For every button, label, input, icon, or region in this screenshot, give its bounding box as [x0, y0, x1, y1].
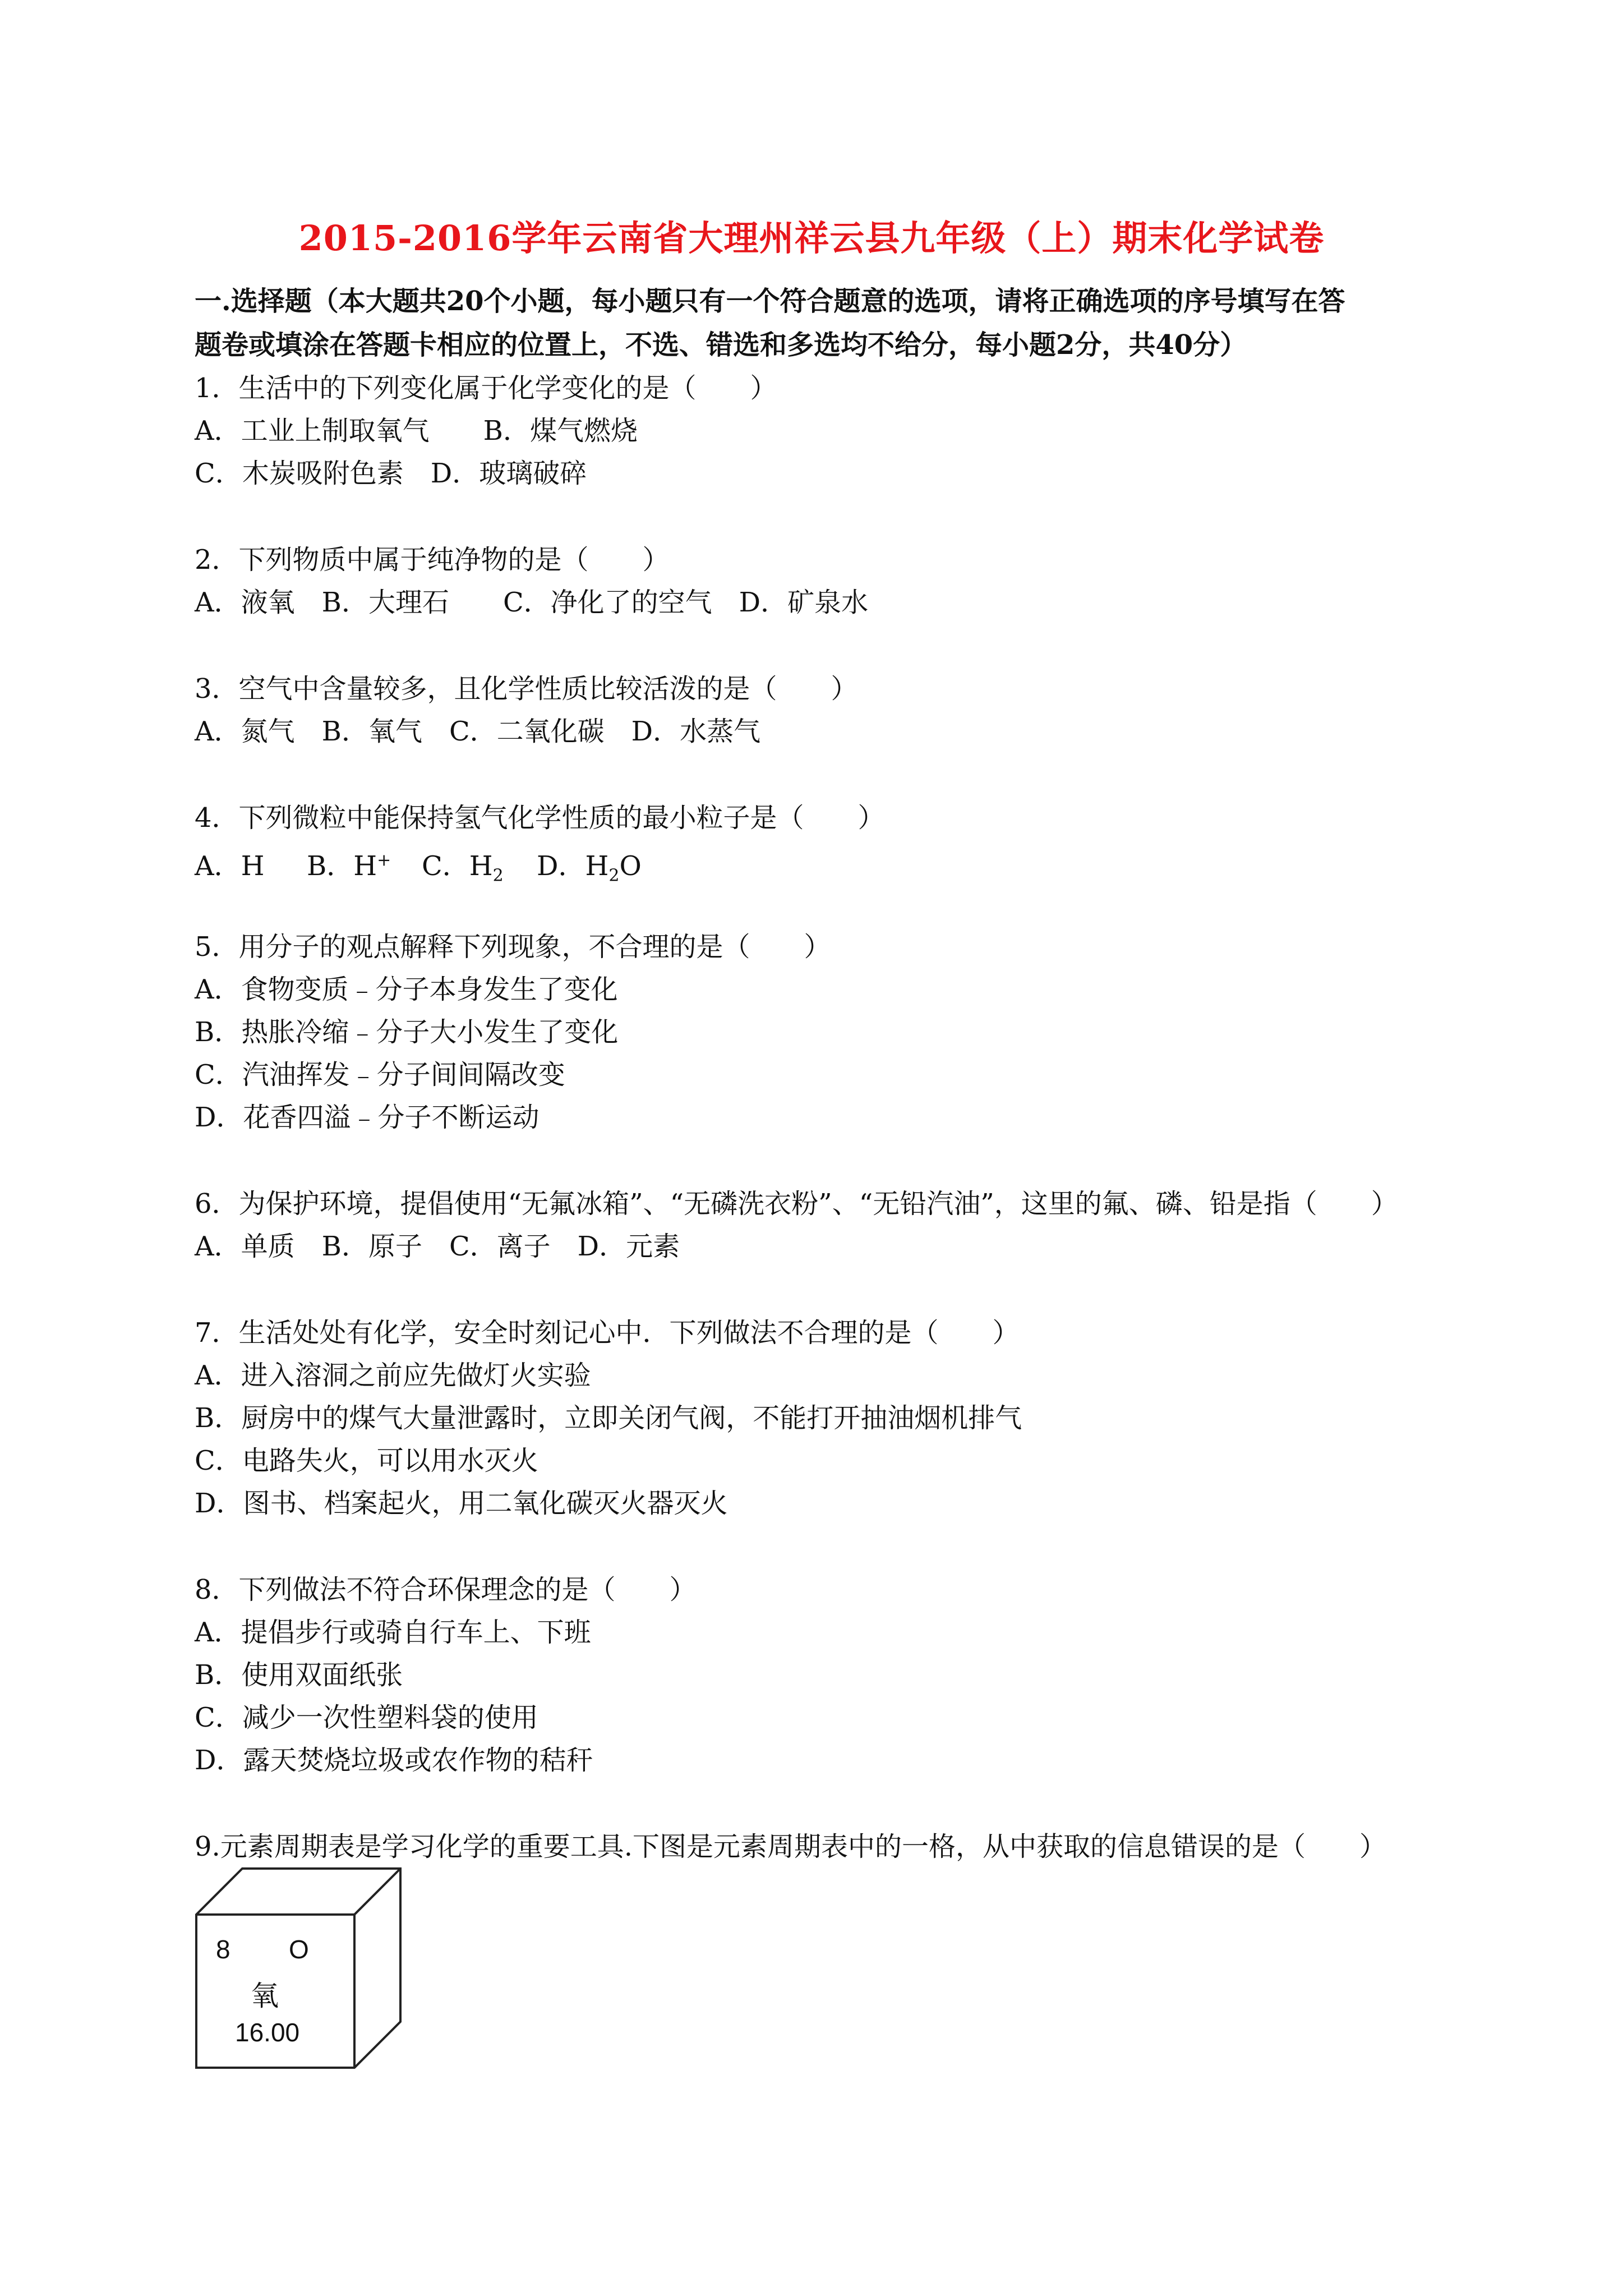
q2-stem: 2．下列物质中属于纯净物的是（ ）: [195, 544, 670, 576]
q8-option-a: A．提倡步行或骑自行车上、下班: [195, 1617, 591, 1648]
q8-option-c: C．减少一次性塑料袋的使用: [195, 1702, 538, 1733]
q1-stem: 1．生活中的下列变化属于化学变化的是（ ）: [195, 372, 777, 404]
q1-options-row2: C．木炭吸附色素 D．玻璃破碎: [195, 458, 587, 489]
q9-stem: 9.元素周期表是学习化学的重要工具.下图是元素周期表中的一格，从中获取的信息错误的是（ ）: [195, 1831, 1387, 1862]
q3-stem: 3．空气中含量较多，且化学性质比较活泼的是（ ）: [195, 673, 858, 705]
q8-stem: 8．下列做法不符合环保理念的是（ ）: [195, 1574, 697, 1605]
q4-option-b: [307, 844, 422, 883]
q8-option-d: D．露天焚烧垃圾或农作物的秸秆: [195, 1745, 593, 1776]
element-atomic-number: 8: [216, 1935, 230, 1964]
q7-option-b: B．厨房中的煤气大量泄露时，立即关闭气阀，不能打开抽油烟机排气: [195, 1402, 1022, 1434]
element-name: 氧: [251, 1980, 279, 2012]
element-symbol: O: [289, 1935, 309, 1964]
q4-option-d-text: D．H: [537, 850, 609, 882]
q4-option-a: A．H: [195, 850, 265, 882]
q5-option-c: C．汽油挥发﹣分子间间隔改变: [195, 1059, 565, 1091]
q7-option-a: A．进入溶洞之前应先做灯火实验: [195, 1360, 591, 1391]
element-atomic-mass: 16.00: [235, 2018, 300, 2047]
q7-stem: 7．生活处处有化学，安全时刻记心中．下列做法不合理的是（ ）: [195, 1317, 1020, 1349]
q7-option-c: C．电路失火，可以用水灭火: [195, 1445, 538, 1476]
q4-stem: 4．下列微粒中能保持氢气化学性质的最小粒子是（ ）: [195, 802, 885, 834]
q4-option-c-sub: 2: [492, 866, 504, 886]
q5-option-d: D．花香四溢﹣分子不断运动: [195, 1102, 540, 1133]
exam-title: 2015-2016学年云南省大理州祥云县九年级（上）期末化学试卷: [298, 218, 1325, 259]
q5-option-b: B．热胀冷缩﹣分子大小发生了变化: [195, 1016, 619, 1048]
section-instructions: [195, 279, 1451, 367]
q6-stem: 6．为保护环境，提倡使用“无氟冰箱”、“无磷洗衣粉”、“无铅汽油”，这里的氟、磷、铅是指（ ）: [195, 1188, 1398, 1220]
q4-option-b-text: B．H: [307, 850, 377, 882]
q2-options-row1: A．液氧 B．大理石 C．净化了的空气 D．矿泉水: [195, 587, 869, 618]
q4-option-d-tail: O: [619, 850, 642, 882]
q6-options-row1: A．单质 B．原子 C．离子 D．元素: [195, 1231, 680, 1262]
q4-option-d-sub: 2: [608, 866, 620, 886]
periodic-table-cell: [195, 1867, 402, 2069]
q1-options-row1: A．工业上制取氧气 B．煤气燃烧: [195, 415, 638, 447]
q8-option-b: B．使用双面纸张: [195, 1659, 403, 1691]
q5-stem: 5．用分子的观点解释下列现象，不合理的是（ ）: [195, 931, 831, 963]
section-line-1: 一.选择题（本大题共20个小题，每小题只有一个符合题意的选项，请将正确选项的序号填写在答: [195, 286, 1345, 317]
q4-option-c-text: C．H: [422, 850, 493, 882]
q3-options-row1: A．氮气 B．氧气 C．二氧化碳 D．水蒸气: [195, 716, 761, 747]
section-line-2: 题卷或填涂在答题卡相应的位置上，不选、错选和多选均不给分，每小题2分，共40分）: [195, 329, 1247, 361]
q4-option-d: [537, 849, 642, 893]
q4-option-c: [422, 849, 537, 893]
q5-option-a: A．食物变质﹣分子本身发生了变化: [195, 974, 618, 1005]
q7-option-d: D．图书、档案起火，用二氧化碳灭火器灭火: [195, 1488, 728, 1519]
q4-option-b-sup: +: [377, 850, 391, 870]
q4-options: [195, 844, 642, 893]
